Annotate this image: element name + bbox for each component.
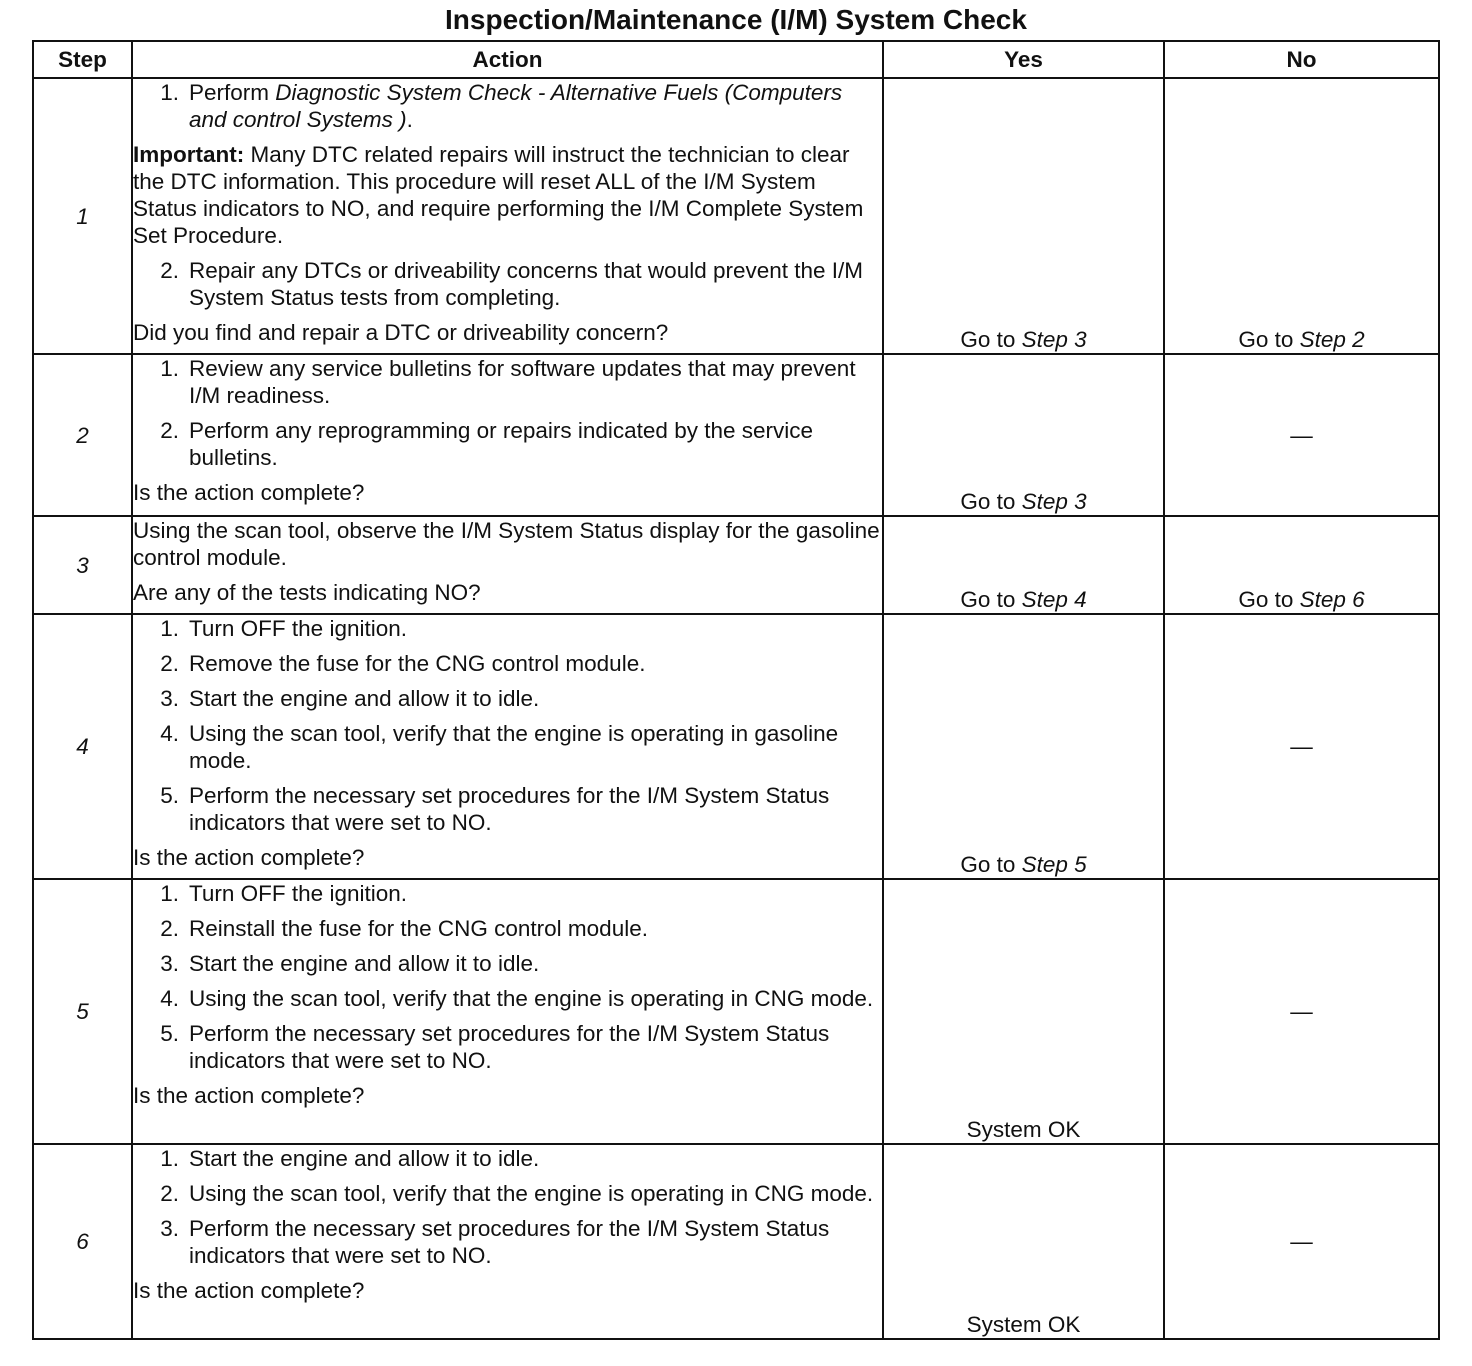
step-link[interactable]: Step 5 bbox=[1021, 852, 1087, 877]
action-cell bbox=[132, 879, 883, 1144]
yes-cell: Go to Step 3 bbox=[883, 354, 1164, 516]
yes-cell: System OK bbox=[883, 1144, 1164, 1339]
action-cell bbox=[132, 354, 883, 516]
step-number: 3 bbox=[33, 516, 132, 614]
question: Is the action complete? bbox=[133, 845, 365, 870]
no-cell: — bbox=[1164, 1144, 1439, 1339]
action-list bbox=[133, 257, 882, 311]
item-text: Using the scan tool, verify that the engine is operating in gasoline mode. bbox=[189, 721, 839, 773]
table-row bbox=[33, 614, 1439, 879]
table-row bbox=[33, 354, 1439, 516]
action-cell bbox=[132, 78, 883, 354]
item-text: Perform the necessary set procedures for the I/M System Status indicators that were set to NO. bbox=[189, 1216, 830, 1268]
table-row bbox=[33, 78, 1439, 354]
action-list bbox=[133, 615, 882, 836]
important-text: Many DTC related repairs will instruct the technician to clear the DTC information. This procedure will reset ALL of the I/M System Status indicators to NO, and require performing the I/M Complete System Set Procedure. bbox=[133, 142, 864, 248]
question: Is the action complete? bbox=[133, 1083, 365, 1108]
question: Did you find and repair a DTC or driveability concern? bbox=[133, 320, 669, 345]
step-link[interactable]: Step 4 bbox=[1021, 587, 1087, 612]
action-cell bbox=[132, 1144, 883, 1339]
header-no: No bbox=[1164, 41, 1439, 78]
item-text: Using the scan tool, verify that the engine is operating in CNG mode. bbox=[189, 986, 874, 1011]
list-item bbox=[133, 257, 882, 311]
step-link[interactable]: Step 6 bbox=[1299, 587, 1365, 612]
item-text: Start the engine and allow it to idle. bbox=[189, 686, 540, 711]
step-link[interactable]: Step 3 bbox=[1021, 489, 1087, 514]
list-item: 2. Remove the fuse for the CNG control module. bbox=[133, 650, 882, 677]
item-text: Perform the necessary set procedures for the I/M System Status indicators that were set to NO. bbox=[189, 1021, 830, 1073]
step-link[interactable]: Step 2 bbox=[1299, 327, 1365, 352]
item-text: Remove the fuse for the CNG control module. bbox=[189, 651, 646, 676]
list-item: 2. Using the scan tool, verify that the engine is operating in CNG mode. bbox=[133, 1180, 882, 1207]
item-text: Repair any DTCs or driveability concerns that would prevent the I/M System Status tests from completing. bbox=[189, 258, 864, 310]
list-item bbox=[133, 79, 882, 133]
no-cell: — bbox=[1164, 879, 1439, 1144]
list-item: 5. Perform the necessary set procedures for the I/M System Status indicators that were set to NO. bbox=[133, 1020, 882, 1074]
page-title: Inspection/Maintenance (I/M) System Check bbox=[445, 4, 1027, 35]
system-check-table bbox=[32, 40, 1440, 1340]
list-item: 1. Review any service bulletins for software updates that may prevent I/M readiness. bbox=[133, 355, 882, 409]
question: Is the action complete? bbox=[133, 480, 365, 505]
item-text: Turn OFF the ignition. bbox=[189, 616, 408, 641]
item-text: Start the engine and allow it to idle. bbox=[189, 1146, 540, 1171]
list-item: 5. Perform the necessary set procedures for the I/M System Status indicators that were set to NO. bbox=[133, 782, 882, 836]
item-text: Perform the necessary set procedures for the I/M System Status indicators that were set to NO. bbox=[189, 783, 830, 835]
table-row bbox=[33, 1144, 1439, 1339]
item-text: Review any service bulletins for software updates that may prevent I/M readiness. bbox=[189, 356, 856, 408]
list-item: 3. Start the engine and allow it to idle. bbox=[133, 950, 882, 977]
item-text: Perform Diagnostic System Check - Alternative Fuels (Computers and control Systems ). bbox=[189, 80, 843, 132]
action-text: Using the scan tool, observe the I/M System Status display for the gasoline control module. bbox=[133, 518, 880, 570]
yes-cell: Go to Step 5 bbox=[883, 614, 1164, 879]
action-list bbox=[133, 355, 882, 471]
no-cell: Go to Step 2 bbox=[1164, 78, 1439, 354]
action-cell bbox=[132, 614, 883, 879]
item-text: Using the scan tool, verify that the engine is operating in CNG mode. bbox=[189, 1181, 874, 1206]
item-text: Reinstall the fuse for the CNG control module. bbox=[189, 916, 648, 941]
item-text: Perform any reprogramming or repairs indicated by the service bulletins. bbox=[189, 418, 814, 470]
list-item: 1. Turn OFF the ignition. bbox=[133, 880, 882, 907]
yes-cell: Go to Step 4 bbox=[883, 516, 1164, 614]
action-cell bbox=[132, 516, 883, 614]
list-item: 4. Using the scan tool, verify that the engine is operating in gasoline mode. bbox=[133, 720, 882, 774]
list-item: 4. Using the scan tool, verify that the engine is operating in CNG mode. bbox=[133, 985, 882, 1012]
step-number: 4 bbox=[33, 614, 132, 879]
yes-cell: System OK bbox=[883, 879, 1164, 1144]
yes-cell: Go to Step 3 bbox=[883, 78, 1164, 354]
no-cell: — bbox=[1164, 614, 1439, 879]
step-number: 1 bbox=[33, 78, 132, 354]
list-item: 3. Perform the necessary set procedures for the I/M System Status indicators that were set to NO. bbox=[133, 1215, 882, 1269]
list-item: 2. Perform any reprogramming or repairs indicated by the service bulletins. bbox=[133, 417, 882, 471]
procedure-reference: Diagnostic System Check - Alternative Fuels (Computers and control Systems ) bbox=[189, 80, 843, 132]
no-cell: Go to Step 6 bbox=[1164, 516, 1439, 614]
list-item: 1. Start the engine and allow it to idle. bbox=[133, 1145, 882, 1172]
important-label: Important: bbox=[133, 142, 245, 167]
question: Are any of the tests indicating NO? bbox=[133, 580, 481, 605]
item-text: Turn OFF the ignition. bbox=[189, 881, 408, 906]
action-list bbox=[133, 79, 882, 133]
header-action: Action bbox=[132, 41, 883, 78]
list-item: 1. Turn OFF the ignition. bbox=[133, 615, 882, 642]
important-note bbox=[133, 141, 882, 249]
no-cell: — bbox=[1164, 354, 1439, 516]
action-list bbox=[133, 1145, 882, 1269]
step-number: 5 bbox=[33, 879, 132, 1144]
item-number: 2. bbox=[160, 258, 179, 283]
step-number: 6 bbox=[33, 1144, 132, 1339]
header-step: Step bbox=[33, 41, 132, 78]
item-text: Start the engine and allow it to idle. bbox=[189, 951, 540, 976]
list-item: 2. Reinstall the fuse for the CNG control module. bbox=[133, 915, 882, 942]
question: Is the action complete? bbox=[133, 1278, 365, 1303]
header-row bbox=[33, 41, 1439, 78]
table-row bbox=[33, 879, 1439, 1144]
step-number: 2 bbox=[33, 354, 132, 516]
header-yes: Yes bbox=[883, 41, 1164, 78]
action-list bbox=[133, 880, 882, 1074]
table-row bbox=[33, 516, 1439, 614]
item-number: 1. bbox=[160, 80, 179, 105]
step-link[interactable]: Step 3 bbox=[1021, 327, 1087, 352]
list-item: 3. Start the engine and allow it to idle. bbox=[133, 685, 882, 712]
